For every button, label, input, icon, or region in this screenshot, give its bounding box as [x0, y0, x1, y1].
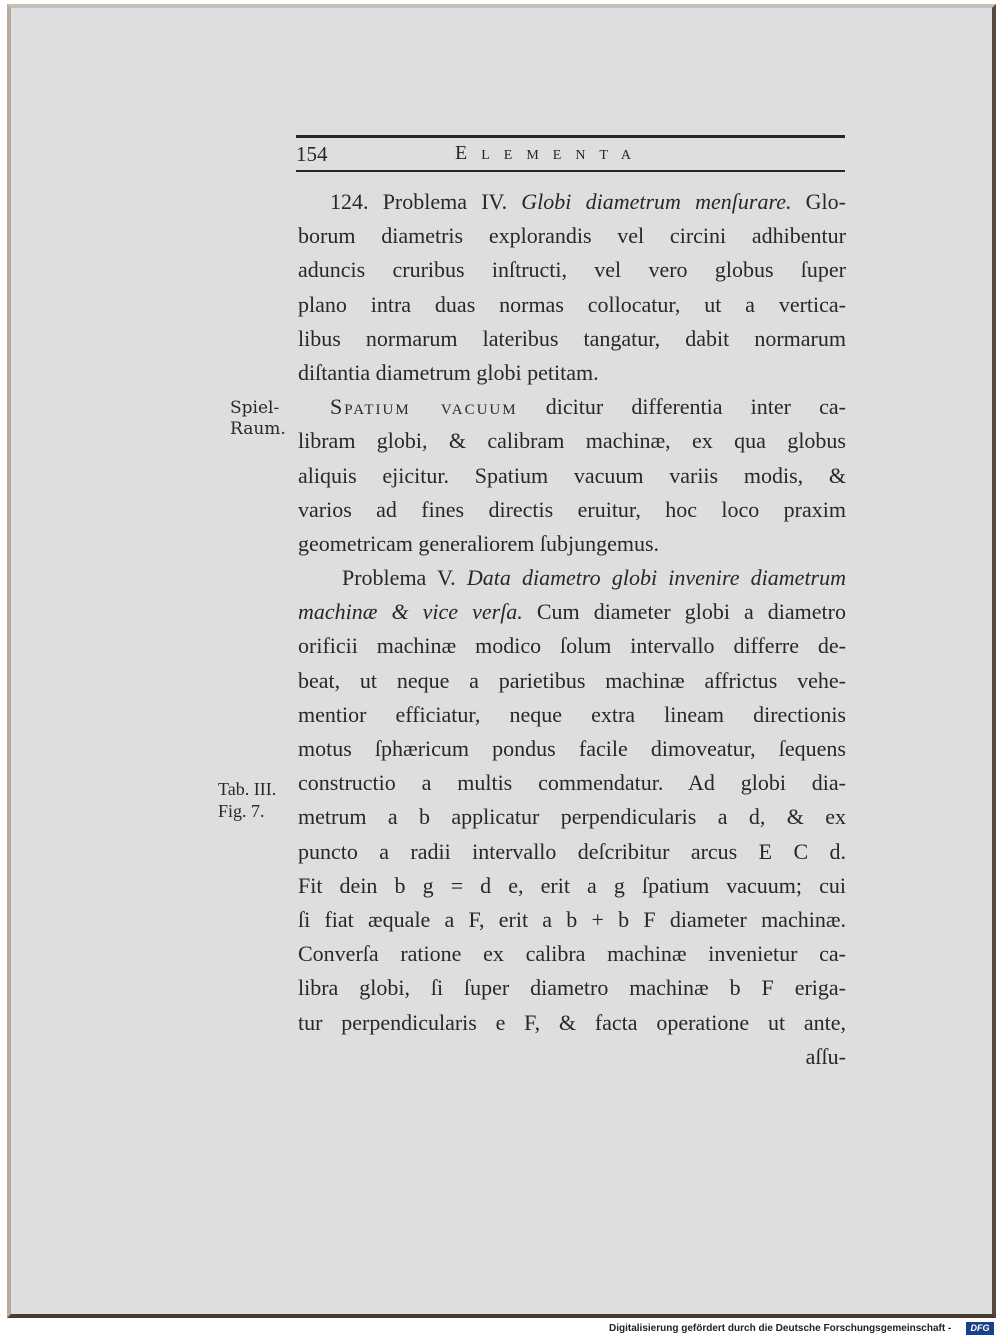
text-run: varios ad fines directis eruitur, hoc loco praxim — [298, 496, 846, 522]
text-run: aduncis cruribus inſtructi, vel vero globus ſuper — [298, 257, 846, 283]
digitization-credit: Digitalisierung gefördert durch die Deutsche Forschungsgemeinschaft - — [609, 1323, 952, 1334]
text-run: motus ſphæricum pondus facile dimoveatur, ſequens — [298, 736, 846, 761]
text-run: libra globi, ſi ſuper diametro machinæ b F eriga- — [298, 975, 846, 1001]
text-run: Globi diametrum menſurare. — [521, 189, 792, 214]
text-run: geometricam generaliorem ſubjungemus. — [298, 530, 660, 556]
text-line — [298, 493, 846, 527]
margin-note-line: Fig. 7. — [218, 801, 265, 821]
text-run: borum diametris explorandis vel circini adhibentur — [298, 223, 846, 249]
text-run: orificii machinæ modico ſolum intervallo differre de- — [298, 633, 846, 659]
header-rule-top — [296, 135, 845, 138]
text-run: 124. Problema IV. — [330, 189, 522, 214]
text-line — [298, 253, 846, 287]
text-line — [298, 732, 846, 766]
text-line — [298, 527, 846, 561]
text-line — [298, 629, 846, 663]
text-run: Problema V. — [342, 565, 467, 591]
text-line — [298, 869, 846, 903]
text-line — [298, 561, 846, 595]
text-line — [298, 971, 846, 1005]
text-line — [298, 322, 846, 356]
text-line — [298, 424, 846, 458]
text-line — [298, 1006, 846, 1040]
text-run: mentior efficiatur, neque extra lineam directionis — [298, 701, 846, 727]
text-line — [298, 664, 846, 698]
text-line — [298, 937, 846, 971]
text-run: libram globi, & calibram machinæ, ex qua globus — [298, 428, 846, 454]
text-line — [298, 595, 846, 629]
margin-note-line: Tab. III. — [218, 779, 277, 799]
margin-note-spiel-raum — [230, 398, 286, 440]
text-run: Spatium vacuum — [330, 394, 518, 420]
text-run: aſſu- — [805, 1043, 846, 1069]
text-line — [298, 288, 846, 322]
text-run: Glo- — [791, 189, 846, 214]
margin-note-line: Raum. — [230, 419, 286, 439]
text-run: Fit dein b g = d e, erit a g ſpatium vacuum; cui — [298, 872, 846, 898]
dfg-logo: DFG — [966, 1322, 994, 1335]
text-run: dicitur differentia inter ca- — [517, 394, 847, 420]
page-number: 154 — [296, 142, 328, 166]
running-head: Elementa — [455, 142, 645, 164]
text-run: beat, ut neque a parietibus machinæ affrictus vehe- — [298, 667, 846, 693]
text-run: plano intra duas normas collocatur, ut a vertica- — [298, 291, 846, 317]
text-line — [298, 459, 846, 493]
text-line — [298, 800, 846, 834]
text-line — [298, 766, 846, 800]
text-line — [298, 390, 846, 424]
text-line — [298, 219, 846, 253]
text-line — [298, 185, 846, 219]
text-run: libus normarum lateribus tangatur, dabit normarum — [298, 325, 846, 351]
text-run: aliquis ejicitur. Spatium vacuum variis modis, & — [298, 462, 846, 488]
text-run: constructio a multis commendatur. Ad globi dia- — [298, 770, 846, 796]
text-line — [298, 903, 846, 937]
text-line — [298, 835, 846, 869]
text-run: ſi fiat æquale a F, erit a b + b F diameter machinæ. — [298, 906, 846, 932]
text-run: Cum diameter globi a diametro — [522, 599, 846, 625]
text-run: Data diametro globi invenire diametrum — [466, 565, 846, 591]
header-rule-bottom — [296, 170, 845, 172]
text-run: puncto a radii intervallo deſcribitur arcus E C d. — [298, 838, 846, 864]
text-line — [298, 356, 846, 390]
text-run: Converſa ratione ex calibra machinæ invenietur ca- — [298, 941, 846, 967]
text-run: machinæ & vice verſa. — [298, 599, 523, 625]
margin-note-tab-fig — [218, 778, 276, 822]
margin-note-line: Spiel- — [230, 398, 280, 418]
text-run: diſtantia diametrum globi petitam. — [298, 359, 599, 385]
text-line — [298, 698, 846, 732]
text-line — [298, 1040, 846, 1074]
body-text — [298, 185, 846, 1074]
text-run: tur perpendicularis e F, & facta operatione ut ante, — [298, 1009, 846, 1035]
text-run: metrum a b applicatur perpendicularis a d, & ex — [298, 804, 846, 830]
